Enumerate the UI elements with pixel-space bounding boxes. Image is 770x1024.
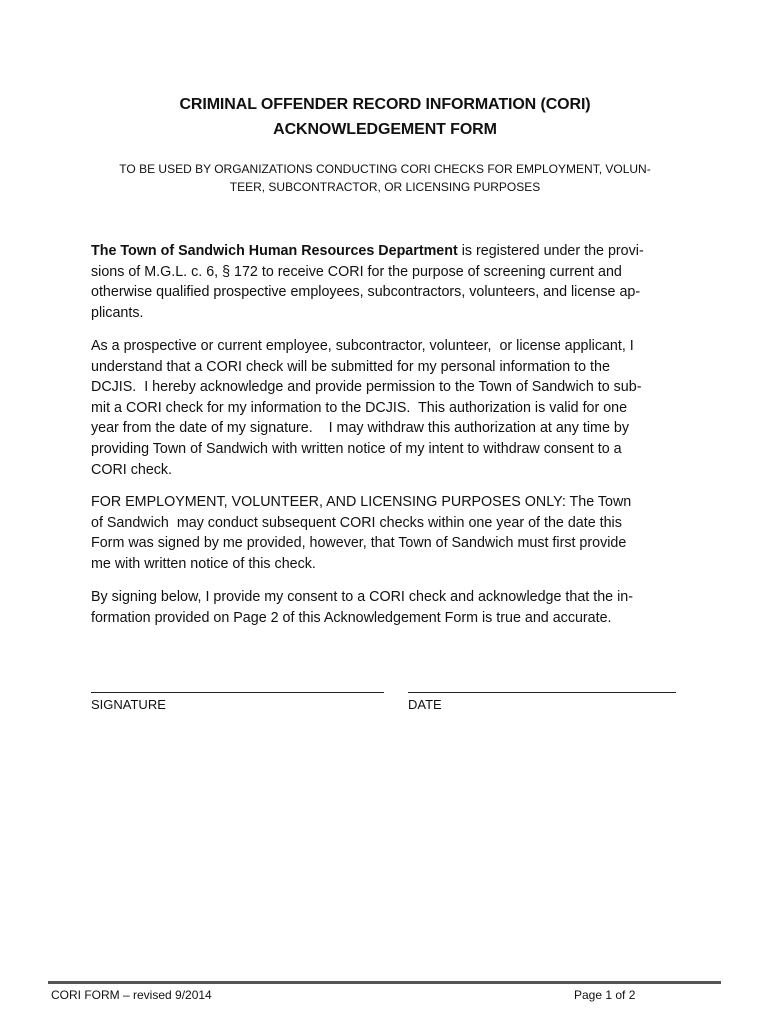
date-field[interactable] [408, 692, 676, 693]
paragraph-line: otherwise qualified prospective employees, subcontractors, volunteers, and license ap- [91, 284, 641, 301]
signature-field[interactable] [91, 692, 384, 693]
department-name: The Town of Sandwich Human Resources Department [91, 243, 458, 259]
form-title-line-1: CRIMINAL OFFENDER RECORD INFORMATION (CORI) [179, 96, 591, 113]
form-revision: CORI FORM – revised 9/2014 [51, 988, 212, 1002]
page-number: Page 1 of 2 [574, 988, 636, 1002]
registration-paragraph [91, 241, 644, 323]
form-title-line-2: ACKNOWLEDGEMENT FORM [273, 121, 497, 138]
paragraph-line: Form was signed by me provided, however, that Town of Sandwich must first provide [91, 535, 627, 552]
paragraph-line: me with written notice of this check. [91, 555, 316, 572]
consent-paragraph [91, 587, 633, 628]
subsequent-checks-paragraph [91, 492, 631, 574]
paragraph-line: sions of M.G.L. c. 6, § 172 to receive CORI for the purpose of screening current and [91, 263, 622, 280]
paragraph-line [91, 241, 644, 262]
paragraph-line: CORI check. [91, 461, 173, 478]
paragraph-line: of Sandwich may conduct subsequent CORI checks within one year of the date this [91, 514, 622, 531]
paragraph-line-rest: is registered under the provi- [457, 243, 644, 259]
signature-label: SIGNATURE [91, 697, 166, 712]
form-subtitle-line-1: TO BE USED BY ORGANIZATIONS CONDUCTING CORI CHECKS FOR EMPLOYMENT, VOLUN- [119, 162, 651, 176]
paragraph-line: understand that a CORI check will be submitted for my personal information to the [91, 358, 610, 375]
paragraph-line: FOR EMPLOYMENT, VOLUNTEER, AND LICENSING PURPOSES ONLY: The Town [91, 494, 632, 510]
footer-divider [48, 981, 721, 984]
paragraph-line: DCJIS. I hereby acknowledge and provide permission to the Town of Sandwich to sub- [91, 379, 642, 396]
date-label: DATE [408, 697, 442, 712]
paragraph-line: By signing below, I provide my consent to a CORI check and acknowledge that the in- [91, 589, 633, 605]
paragraph-line: plicants. [91, 304, 144, 321]
paragraph-line: formation provided on Page 2 of this Acknowledgement Form is true and accurate. [91, 609, 612, 626]
paragraph-line: As a prospective or current employee, subcontractor, volunteer, or license applicant, I [91, 338, 634, 354]
paragraph-line: mit a CORI check for my information to the DCJIS. This authorization is valid for one [91, 399, 628, 416]
paragraph-line: providing Town of Sandwich with written notice of my intent to withdraw consent to a [91, 440, 622, 457]
paragraph-line: year from the date of my signature. I may withdraw this authorization at any time by [91, 420, 629, 437]
form-subtitle-line-2: TEER, SUBCONTRACTOR, OR LICENSING PURPOSES [229, 180, 541, 194]
acknowledgement-paragraph [91, 336, 641, 480]
